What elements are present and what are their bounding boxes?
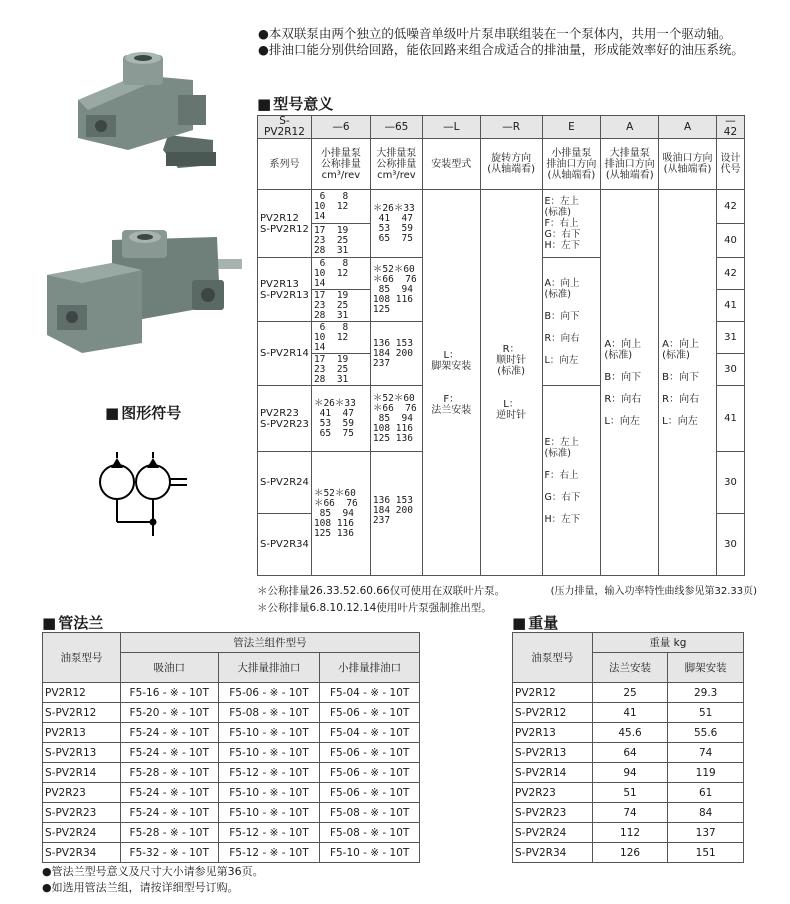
section-flange	[42, 612, 103, 633]
model-header: 旋转方向 (从轴端看)	[480, 139, 542, 190]
table-cell: S-PV2R34	[43, 843, 121, 863]
table-cell: F5-08 - ※ - 10T	[218, 703, 320, 723]
model-code: —42	[716, 116, 744, 139]
model-code: E	[542, 116, 601, 139]
small-disp: 6 8 10 12 14	[313, 321, 349, 353]
port-option: R：向右	[662, 393, 700, 405]
table-cell: 126	[592, 843, 668, 863]
table-cell: F5-12 - ※ - 10T	[218, 843, 320, 863]
port-option: A：向上 (标准)	[604, 338, 642, 361]
table-cell: F5-24 - ※ - 10T	[120, 723, 218, 743]
table-row	[43, 683, 420, 703]
col-pump: 油泵型号	[513, 633, 593, 683]
table-cell: 29.3	[668, 683, 744, 703]
port-option: L：向左	[604, 415, 640, 427]
table-cell: S-PV2R13	[513, 743, 593, 763]
model-code: —65	[370, 116, 422, 139]
model-code: A	[601, 116, 659, 139]
model-code: —R	[480, 116, 542, 139]
table-cell: F5-10 - ※ - 10T	[218, 723, 320, 743]
table-cell: F5-06 - ※ - 10T	[320, 743, 420, 763]
table-cell: S-PV2R34	[513, 843, 593, 863]
model-code: S-PV2R12	[258, 116, 312, 139]
table-cell: S-PV2R23	[43, 803, 121, 823]
table-cell: F5-28 - ※ - 10T	[120, 763, 218, 783]
model-code: —L	[422, 116, 480, 139]
table-row	[43, 763, 420, 783]
note-1: ＊公称排量26.33.52.60.66仅可使用在双联叶片泵。	[257, 585, 506, 597]
table-row	[513, 683, 744, 703]
design-code: 42	[716, 258, 744, 290]
table-cell: S-PV2R14	[513, 763, 593, 783]
large-disp: ＊52＊60 ＊66 76 85 94 108 116 125	[372, 263, 417, 315]
pump-photo-foot-mount	[68, 40, 238, 180]
table-cell: F5-10 - ※ - 10T	[218, 803, 320, 823]
section-model-meaning	[257, 93, 333, 114]
table-cell: PV2R12	[43, 683, 121, 703]
small-disp: 17 19 23 25 28 31	[313, 353, 349, 385]
mount-foot: L： 脚架安装	[431, 349, 472, 372]
col-flange-mount: 法兰安装	[592, 653, 668, 683]
table-row	[513, 823, 744, 843]
port-option: A：向上 (标准)	[544, 277, 580, 300]
table-cell: F5-06 - ※ - 10T	[320, 703, 420, 723]
col-group: 管法兰组件型号	[120, 633, 419, 653]
table-cell: F5-12 - ※ - 10T	[218, 823, 320, 843]
port-option: F：右上	[544, 469, 579, 481]
table-cell: PV2R13	[513, 723, 593, 743]
col-foot-mount: 脚架安装	[668, 653, 744, 683]
table-cell: 74	[668, 743, 744, 763]
table-cell: F5-12 - ※ - 10T	[218, 763, 320, 783]
intro-line-2: ●排油口能分别供给回路，能依回路来组合成适合的排油量，形成能效率好的油压系统。	[258, 42, 744, 57]
table-cell: F5-08 - ※ - 10T	[320, 823, 420, 843]
mount-type	[422, 190, 480, 576]
table-row	[43, 703, 420, 723]
table-cell: F5-04 - ※ - 10T	[320, 683, 420, 703]
table-cell: 112	[592, 823, 668, 843]
table-cell: PV2R23	[43, 783, 121, 803]
table-row	[258, 190, 745, 224]
port-option: G：右下	[544, 491, 581, 503]
table-cell: 41	[592, 703, 668, 723]
model-header: 设计 代号	[716, 139, 744, 190]
table-cell: F5-06 - ※ - 10T	[218, 683, 320, 703]
table-cell: F5-32 - ※ - 10T	[120, 843, 218, 863]
port-option: L：向左	[544, 354, 579, 366]
table-cell: F5-10 - ※ - 10T	[218, 743, 320, 763]
small-disp: ＊26＊33 41 47 53 59 65 75	[313, 397, 356, 439]
port-option: G：右下	[544, 229, 581, 240]
small-port-group	[542, 190, 601, 258]
table-cell: S-PV2R13	[43, 743, 121, 763]
section-flange-label: 管法兰	[58, 614, 104, 632]
port-option: B：向下	[604, 371, 642, 383]
table-cell: S-PV2R12	[513, 703, 593, 723]
table-row	[513, 743, 744, 763]
table-cell: F5-04 - ※ - 10T	[320, 723, 420, 743]
small-disp: 6 8 10 12 14	[313, 257, 349, 289]
table-row	[513, 723, 744, 743]
model-header: 安装型式	[422, 139, 480, 190]
table-cell: 137	[668, 823, 744, 843]
mount-flange: F： 法兰安装	[431, 393, 472, 416]
table-row	[43, 743, 420, 763]
small-disp: ＊52＊60 ＊66 76 85 94 108 116 125 136	[313, 487, 358, 539]
model-header: 大排量泵 公称排量 cm³/rev	[370, 139, 422, 190]
design-code: 31	[716, 322, 744, 354]
design-code: 42	[716, 190, 744, 224]
footnote-2: ●如选用管法兰组，请按详细型号订购。	[42, 881, 239, 894]
model-header: 小排量泵 排油口方向 (从轴端看)	[542, 139, 601, 190]
intro-line-1: ●本双联泵由两个独立的低噪音单级叶片泵串联组装在一个泵体内，共用一个驱动轴。	[258, 26, 732, 41]
table-cell: 84	[668, 803, 744, 823]
notes	[257, 583, 757, 617]
series-name: PV2R13 S-PV2R13	[258, 258, 312, 322]
section-model-meaning-label: 型号意义	[273, 95, 334, 113]
port-option: L：向左	[662, 415, 698, 427]
intro-text	[258, 26, 778, 58]
model-header: 大排量泵 排油口方向 (从轴端看)	[601, 139, 659, 190]
series-name: S-PV2R14	[258, 322, 312, 386]
table-cell: 51	[668, 703, 744, 723]
small-disp: 6 8 10 12 14	[313, 190, 349, 222]
table-row	[513, 763, 744, 783]
design-code: 41	[716, 386, 744, 452]
table-cell: F5-16 - ※ - 10T	[120, 683, 218, 703]
port-option: R：向右	[544, 332, 580, 344]
port-option: H：左下	[544, 240, 581, 251]
table-cell: PV2R12	[513, 683, 593, 703]
note-2: (压力排量，输入功率特性曲线参见第32.33页)	[550, 586, 757, 597]
series-name: S-PV2R24	[258, 452, 312, 514]
table-cell: 51	[592, 783, 668, 803]
model-header-row	[258, 139, 745, 190]
design-code: 40	[716, 224, 744, 258]
table-cell: 45.6	[592, 723, 668, 743]
table-cell: 61	[668, 783, 744, 803]
port-option: B：向下	[662, 371, 700, 383]
table-cell: 74	[592, 803, 668, 823]
series-name: PV2R12 S-PV2R12	[258, 190, 312, 258]
table-row	[513, 703, 744, 723]
large-disp: 136 153 184 200 237	[372, 337, 413, 369]
table-cell: F5-24 - ※ - 10T	[120, 743, 218, 763]
table-header	[43, 633, 420, 653]
small-disp: 17 19 23 25 28 31	[313, 289, 349, 321]
series-name: PV2R23 S-PV2R23	[258, 386, 312, 452]
table-row	[513, 783, 744, 803]
table-cell: S-PV2R12	[43, 703, 121, 723]
table-header	[513, 633, 744, 653]
col-large: 大排量排油口	[218, 653, 320, 683]
model-table	[257, 115, 745, 576]
design-code: 30	[716, 514, 744, 576]
section-weight-label: 重量	[528, 614, 559, 632]
table-row	[513, 843, 744, 863]
col-pump: 油泵型号	[43, 633, 121, 683]
table-row	[513, 803, 744, 823]
footnote-1: ●管法兰型号意义及尺寸大小请参见第36页。	[42, 865, 264, 878]
note-3: ＊公称排量6.8.10.12.14使用叶片泵强制推出型。	[257, 602, 492, 614]
model-code: —6	[311, 116, 370, 139]
design-code: 30	[716, 354, 744, 386]
design-code: 30	[716, 452, 744, 514]
port-option: B：向下	[544, 310, 580, 322]
table-cell: F5-24 - ※ - 10T	[120, 783, 218, 803]
table-cell: 25	[592, 683, 668, 703]
table-row	[43, 783, 420, 803]
table-row	[43, 723, 420, 743]
port-option: E：左上 (标准)	[544, 436, 580, 459]
table-row	[43, 803, 420, 823]
table-cell: PV2R13	[43, 723, 121, 743]
table-cell: F5-06 - ※ - 10T	[320, 783, 420, 803]
table-cell: S-PV2R23	[513, 803, 593, 823]
port-option: E：左上 (标准)	[544, 196, 580, 218]
footnotes	[42, 864, 264, 896]
section-weight	[512, 612, 558, 633]
table-cell: F5-28 - ※ - 10T	[120, 823, 218, 843]
table-cell: 64	[592, 743, 668, 763]
table-cell: S-PV2R14	[43, 763, 121, 783]
table-cell: PV2R23	[513, 783, 593, 803]
table-cell: F5-10 - ※ - 10T	[218, 783, 320, 803]
model-header: 小排量泵 公称排量 cm³/rev	[311, 139, 370, 190]
small-port-group	[542, 386, 601, 576]
large-disp: 136 153 184 200 237	[372, 495, 413, 526]
flange-table	[42, 632, 420, 863]
table-cell: F5-10 - ※ - 10T	[320, 843, 420, 863]
table-cell: S-PV2R24	[513, 823, 593, 843]
port-option: A：向上 (标准)	[662, 338, 699, 361]
port-option: R：向右	[604, 393, 642, 405]
col-group: 重量 kg	[592, 633, 743, 653]
hydraulic-symbol-icon	[95, 450, 195, 550]
section-symbol-label: 图形符号	[121, 404, 182, 422]
model-header: 吸油口方向 (从轴端看)	[659, 139, 717, 190]
rotation-ccw: L： 逆时针	[496, 399, 527, 421]
section-symbol	[105, 402, 181, 423]
port-option: H：左下	[544, 513, 581, 525]
col-suction: 吸油口	[120, 653, 218, 683]
small-disp: 17 19 23 25 28 31	[313, 224, 349, 256]
table-cell: F5-24 - ※ - 10T	[120, 803, 218, 823]
model-header: 系列号	[258, 139, 312, 190]
table-cell: F5-20 - ※ - 10T	[120, 703, 218, 723]
large-disp: ＊26＊33 41 47 53 59 65 75	[372, 202, 415, 244]
pump-photo-flange	[42, 225, 247, 355]
rotation	[480, 190, 542, 576]
table-cell: 119	[668, 763, 744, 783]
design-code: 41	[716, 290, 744, 322]
model-code-row	[258, 116, 745, 139]
suction-port-group	[659, 190, 717, 576]
table-cell: F5-08 - ※ - 10T	[320, 803, 420, 823]
table-cell: S-PV2R24	[43, 823, 121, 843]
port-option: F：右上	[544, 218, 579, 229]
weight-table	[512, 632, 744, 863]
series-name: S-PV2R34	[258, 514, 312, 576]
col-small: 小排量排油口	[320, 653, 420, 683]
table-row	[43, 823, 420, 843]
table-cell: 151	[668, 843, 744, 863]
table-cell: 94	[592, 763, 668, 783]
table-cell: F5-06 - ※ - 10T	[320, 763, 420, 783]
large-disp: ＊52＊60 ＊66 76 85 94 108 116 125 136	[372, 392, 417, 444]
large-port-group	[601, 190, 659, 576]
small-port-group	[542, 258, 601, 386]
table-row	[43, 843, 420, 863]
table-cell: 55.6	[668, 723, 744, 743]
model-code: A	[659, 116, 717, 139]
rotation-cw: R： 顺时针 (标准)	[496, 344, 527, 377]
